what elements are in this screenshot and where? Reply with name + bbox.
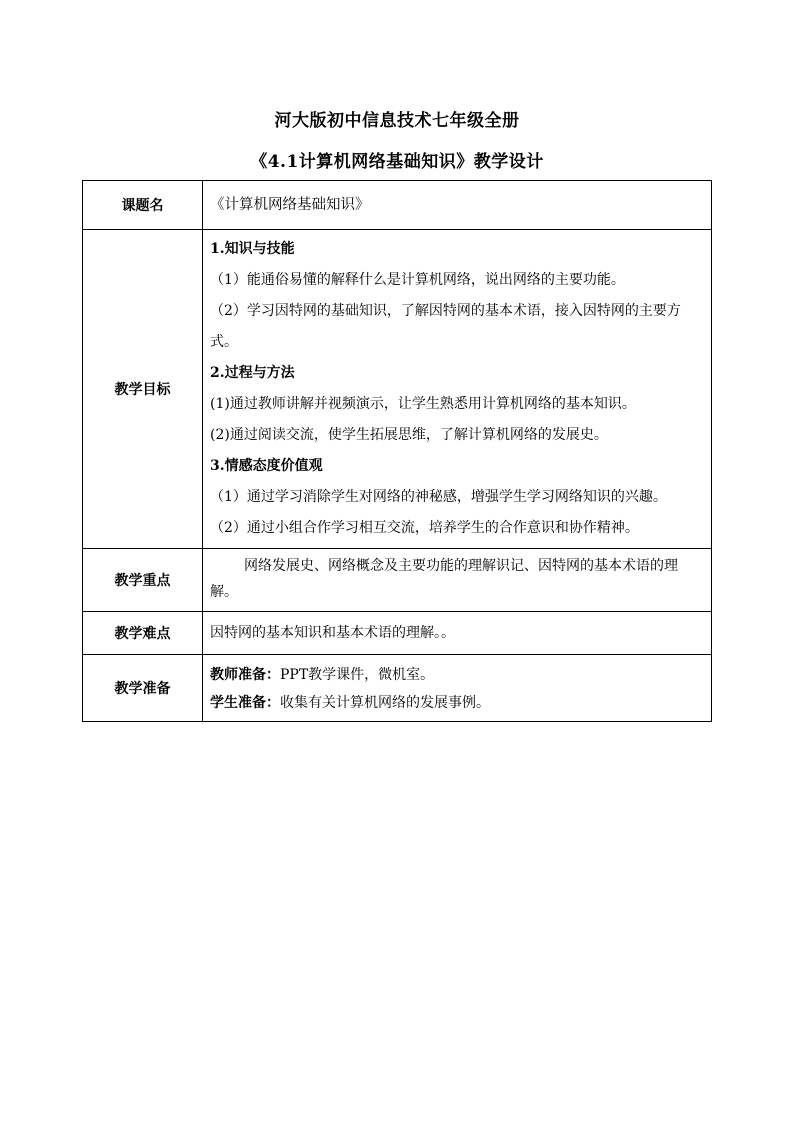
objective-section-heading: 3.情感态度价值观: [210, 458, 323, 474]
key-points-value: 网络发展史、网络概念及主要功能的理解识记、因特网的基本术语的理解。: [210, 558, 678, 600]
objective-item: （2）学习因特网的基础知识，了解因特网的基本术语，接入因特网的主要方式。: [210, 303, 681, 350]
table-row-key-points: [83, 549, 712, 612]
document-title: 河大版初中信息技术七年级全册: [274, 111, 520, 131]
objectives-label: 教学目标: [83, 230, 203, 549]
table-row-difficulties: [83, 612, 712, 655]
student-prep-value: 收集有关计算机网络的发展事例。: [280, 695, 490, 711]
preparation-label: 教学准备: [83, 655, 203, 722]
key-points-content: [203, 549, 712, 612]
document-subtitle: 《4.1计算机网络基础知识》教学设计: [250, 152, 544, 172]
objective-item: （2）通过小组合作学习相互交流，培养学生的合作意识和协作精神。: [210, 520, 639, 536]
difficulties-label: 教学难点: [83, 612, 203, 655]
objective-item: (1)通过教师讲解并视频演示，让学生熟悉用计算机网络的基本知识。: [210, 396, 636, 412]
preparation-content: [203, 655, 712, 722]
teacher-prep-value: PPT教学课件，微机室。: [280, 667, 435, 683]
teacher-prep-label: 教师准备：: [210, 667, 280, 683]
objective-item: （1）能通俗易懂的解释什么是计算机网络，说出网络的主要功能。: [210, 272, 625, 288]
table-row-topic: [83, 181, 712, 230]
objective-section-heading: 2.过程与方法: [210, 365, 295, 381]
topic-label: 课题名: [83, 181, 203, 230]
topic-value: 《计算机网络基础知识》: [203, 181, 712, 230]
table-row-objectives: [83, 230, 712, 549]
lesson-plan-table: [82, 180, 712, 722]
objectives-content: [203, 230, 712, 549]
key-points-label: 教学重点: [83, 549, 203, 612]
objective-section-heading: 1.知识与技能: [210, 241, 295, 257]
table-row-preparation: [83, 655, 712, 722]
objective-item: （1）通过学习消除学生对网络的神秘感，增强学生学习网络知识的兴趣。: [210, 489, 667, 505]
difficulties-value: 因特网的基本知识和基本术语的理解。。: [203, 612, 712, 655]
student-prep-label: 学生准备：: [210, 695, 280, 711]
objective-item: (2)通过阅读交流，使学生拓展思维，了解计算机网络的发展史。: [210, 427, 608, 443]
